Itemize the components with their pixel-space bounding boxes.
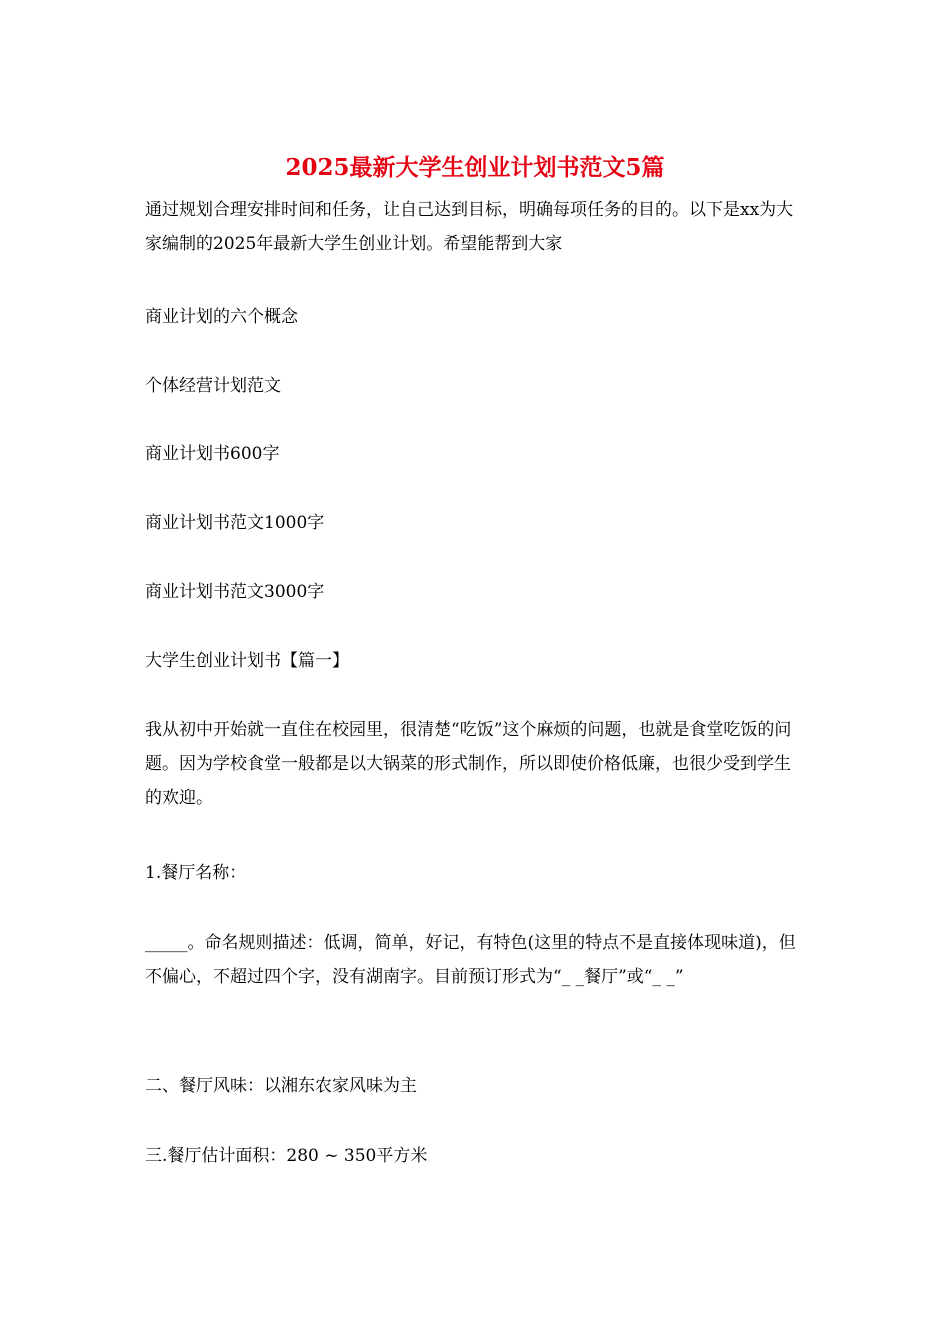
- section-heading-part-one: 大学生创业计划书【篇一】: [145, 651, 349, 671]
- list-item-1000-words: 商业计划书范文1000字: [145, 513, 325, 533]
- list-item-six-concepts: 商业计划的六个概念: [145, 307, 298, 327]
- intro-paragraph: 通过规划合理安排时间和任务，让自己达到目标，明确每项任务的目的。以下是xx为大家编制的2025年最新大学生创业计划。希望能帮到大家: [145, 200, 794, 254]
- list-item-self-employment: 个体经营计划范文: [145, 376, 281, 396]
- restaurant-flavor-line: 二、餐厅风味：以湘东农家风味为主: [145, 1076, 417, 1096]
- list-item-3000-words: 商业计划书范文3000字: [145, 582, 325, 602]
- document-title: 2025最新大学生创业计划书范文5篇: [285, 154, 665, 181]
- list-item-600-words: 商业计划书600字: [145, 444, 280, 464]
- restaurant-area-line: 三.餐厅估计面积：280 ~ 350平方米: [145, 1146, 428, 1166]
- naming-rules-paragraph: _____。命名规则描述：低调，简单，好记，有特色(这里的特点不是直接体现味道)，但不偏心，不超过四个字，没有湖南字。目前预订形式为“_ _餐厅”或“_ _”: [145, 933, 796, 987]
- restaurant-name-label: 1.餐厅名称：: [145, 863, 247, 883]
- canteen-paragraph: 我从初中开始就一直住在校园里，很清楚“吃饭”这个麻烦的问题，也就是食堂吃饭的问题。因为学校食堂一般都是以大锅菜的形式制作，所以即使价格低廉，也很少受到学生的欢迎。: [145, 720, 792, 808]
